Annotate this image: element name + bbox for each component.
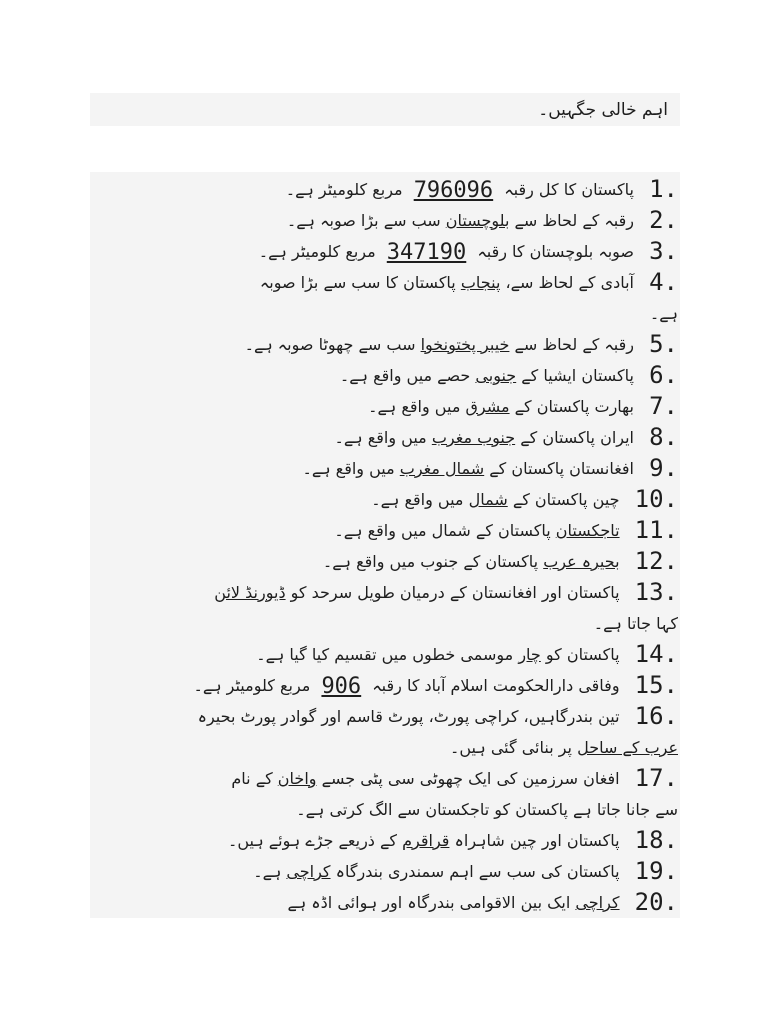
answer: خیبر پختونخوا <box>420 335 510 354</box>
item-number: .1 <box>649 175 678 203</box>
item-text: پاکستان اور افغانستان کے درمیان طویل سرحد کو <box>290 583 620 602</box>
item-number: .19 <box>634 857 678 885</box>
answer: کراچی <box>286 862 331 881</box>
item-number: .12 <box>634 547 678 575</box>
item-number: .13 <box>634 578 678 606</box>
item-text: سب سے بڑا صوبہ ہے۔ <box>286 211 441 230</box>
list-item <box>92 670 678 702</box>
item-number: .16 <box>634 702 678 730</box>
list-item <box>92 453 678 484</box>
item-text: میں واقع ہے۔ <box>368 397 461 416</box>
answer: جنوبی <box>475 366 517 385</box>
item-number: .7 <box>649 392 678 420</box>
answer: جنوب مغرب <box>431 428 516 447</box>
answer: واخان <box>277 769 317 788</box>
item-text: کے نام <box>231 769 273 788</box>
item-text: پاکستان کا سب سے بڑا صوبہ <box>259 273 456 292</box>
item-text: حصے میں واقع ہے۔ <box>339 366 471 385</box>
list-item <box>92 763 678 794</box>
item-text: پاکستان کے شمال میں واقع ہے۔ <box>334 521 551 540</box>
item-number: .5 <box>649 330 678 358</box>
item-text: سب سے چھوٹا صوبہ ہے۔ <box>244 335 416 354</box>
list-item <box>92 174 678 206</box>
item-text: افغان سرزمین کی ایک چھوٹی سی پٹی جسے <box>321 769 620 788</box>
list-item <box>92 360 678 391</box>
item-number: .9 <box>649 454 678 482</box>
item-text: آبادی کے لحاظ سے، <box>505 273 634 292</box>
item-text: تین بندرگاہیں، کراچی پورٹ، پورٹ قاسم اور گوادر پورٹ بحیرہ <box>197 707 620 726</box>
list-item <box>92 825 678 856</box>
item-number: .3 <box>649 237 678 265</box>
item-number: .15 <box>634 671 678 699</box>
list-item <box>92 546 678 577</box>
item-text: چین پاکستان کے <box>512 490 620 509</box>
answer: شمال مغرب <box>399 459 485 478</box>
item-text: صوبہ بلوچستان کا رقبہ <box>477 242 634 261</box>
item-text: پاکستان کا کل رقبہ <box>504 180 634 199</box>
item-text: مربع کلومیٹر ہے۔ <box>258 242 376 261</box>
list-item-continuation <box>92 732 678 763</box>
list-item <box>92 484 678 515</box>
item-number: .8 <box>649 423 678 451</box>
answer: بحیرہ عرب <box>543 552 620 571</box>
item-text: مربع کلومیٹر ہے۔ <box>193 676 311 695</box>
answer: 796096 <box>413 178 494 203</box>
answer: ڈیورنڈ لائن <box>214 583 286 602</box>
answer: 347190 <box>386 240 467 265</box>
item-text: پر بنائی گئی ہیں۔ <box>449 738 573 757</box>
answer: شمال <box>468 490 508 509</box>
item-text: پاکستان ایشیا کے <box>521 366 634 385</box>
answer: مشرق <box>465 397 510 416</box>
answer: پنجاب <box>460 273 501 292</box>
list-item <box>92 267 678 298</box>
item-text: ہے۔ <box>253 862 282 881</box>
item-text: ایک بین الاقوامی بندرگاہ اور ہوائی اڈہ ہے <box>287 893 571 912</box>
list-item <box>92 329 678 360</box>
list-item <box>92 391 678 422</box>
answer: قراقرم <box>402 831 450 850</box>
answer: کراچی <box>575 893 620 912</box>
item-text: رقبہ کے لحاظ سے <box>514 211 634 230</box>
list-item <box>92 856 678 887</box>
list-item-continuation: سے جانا جاتا ہے پاکستان کو تاجکستان سے الگ کرتی ہے۔ <box>296 800 678 819</box>
title-band <box>90 93 680 126</box>
list-item <box>92 701 678 732</box>
answer: 906 <box>321 674 362 699</box>
answer: چار <box>518 645 541 664</box>
item-text: میں واقع ہے۔ <box>334 428 427 447</box>
item-number: .14 <box>634 640 678 668</box>
answer: عرب کے ساحل <box>577 738 678 757</box>
item-text: کے ذریعے جڑے ہوئے ہیں۔ <box>227 831 398 850</box>
answer: بلوچستان <box>445 211 510 230</box>
item-text: پاکستان کی سب سے اہم سمندری بندرگاہ <box>335 862 620 881</box>
item-number: .10 <box>634 485 678 513</box>
item-text: افغانستان پاکستان کے <box>489 459 634 478</box>
item-text: پاکستان اور چین شاہراہ <box>454 831 620 850</box>
item-text: پاکستان کو <box>545 645 620 664</box>
list-item <box>92 422 678 453</box>
page-title: اہم خالی جگہیں۔ <box>538 100 668 120</box>
item-text: بھارت پاکستان کے <box>514 397 634 416</box>
list-item <box>92 887 678 918</box>
list-item-continuation: ہے۔ <box>649 304 678 323</box>
item-number: .18 <box>634 826 678 854</box>
item-text: میں واقع ہے۔ <box>302 459 395 478</box>
answer: تاجکستان <box>555 521 620 540</box>
item-number: .2 <box>649 206 678 234</box>
list-item-continuation: کہا جاتا ہے۔ <box>593 614 678 633</box>
item-text: ایران پاکستان کے <box>520 428 634 447</box>
item-text: پاکستان کے جنوب میں واقع ہے۔ <box>322 552 539 571</box>
item-number: .11 <box>634 516 678 544</box>
list-item <box>92 577 678 608</box>
fill-in-list <box>90 172 680 918</box>
item-text: مربع کلومیٹر ہے۔ <box>285 180 403 199</box>
item-number: .20 <box>634 888 678 916</box>
list-item <box>92 236 678 268</box>
list-item <box>92 515 678 546</box>
item-text: موسمی خطوں میں تقسیم کیا گیا ہے۔ <box>256 645 514 664</box>
list-item <box>92 205 678 236</box>
item-text: رقبہ کے لحاظ سے <box>514 335 634 354</box>
item-number: .17 <box>634 764 678 792</box>
list-item <box>92 639 678 670</box>
item-text: وفاقی دارالحکومت اسلام آباد کا رقبہ <box>372 676 620 695</box>
item-number: .6 <box>649 361 678 389</box>
item-text: میں واقع ہے۔ <box>371 490 464 509</box>
item-number: .4 <box>649 268 678 296</box>
